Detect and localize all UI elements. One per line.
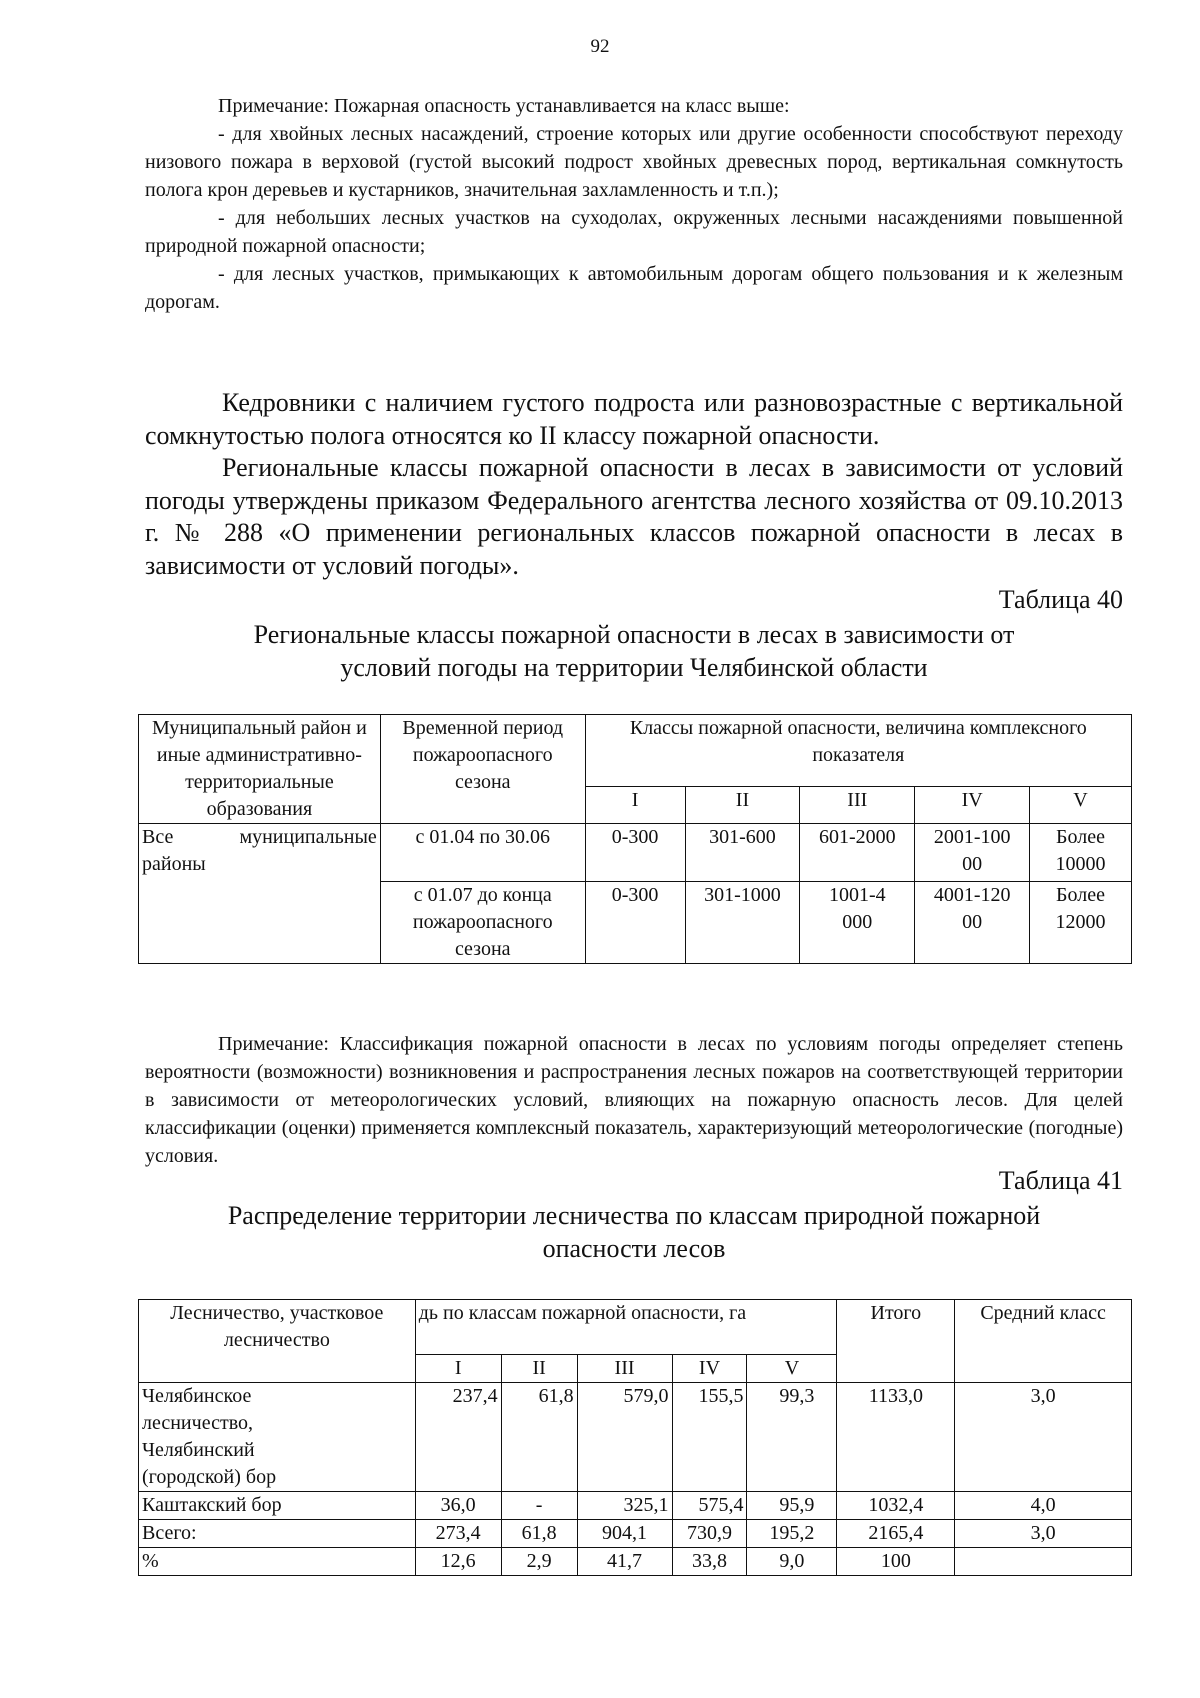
class-header: IV	[915, 787, 1030, 824]
value-cell: 301-1000	[685, 882, 800, 964]
main-text	[145, 387, 1123, 582]
col-header-avg: Средний класс	[955, 1300, 1132, 1383]
value-cell: Более 10000	[1030, 824, 1132, 882]
value-cell: 237,4	[415, 1383, 501, 1492]
table-header-row	[139, 715, 1132, 787]
table-row	[139, 1548, 1132, 1576]
class-header: V	[1030, 787, 1132, 824]
class-header: II	[501, 1355, 577, 1383]
value-cell: 1001-4000	[800, 882, 915, 964]
note-classification	[145, 1030, 1123, 1170]
value-cell: 0-300	[585, 882, 685, 964]
value-cell: 33,8	[672, 1548, 747, 1576]
table-header-row	[139, 1300, 1132, 1355]
note-bullet: - для небольших лесных участков на суходолах, окруженных лесными насаждениями повышенной природной пожарной опасности;	[145, 207, 1123, 257]
total-cell: 1032,4	[837, 1492, 955, 1520]
class-header: III	[800, 787, 915, 824]
value-cell: 904,1	[577, 1520, 672, 1548]
col-header-period: Временной период пожароопасного сезона	[380, 715, 585, 824]
value-cell: 579,0	[577, 1383, 672, 1492]
class-header: I	[585, 787, 685, 824]
value-cell: 36,0	[415, 1492, 501, 1520]
value-cell: 730,9	[672, 1520, 747, 1548]
value-cell: 12,6	[415, 1548, 501, 1576]
paragraph: Региональные классы пожарной опасности в лесах в зависимости от условий погоды утверждены приказом Федерального агентства лесного хозяйства от 09.10.2013 г. № 288 «О применении региональных классов пожарной опасности в лесах в зависимости от условий погоды».	[145, 453, 1123, 580]
value-cell: 4001-12000	[915, 882, 1030, 964]
table-41-title	[145, 1199, 1123, 1265]
period-cell: с 01.07 до конца пожароопасного сезона	[380, 882, 585, 964]
class-header: I	[415, 1355, 501, 1383]
value-cell: 61,8	[501, 1520, 577, 1548]
note-text: Примечание: Классификация пожарной опасности в лесах по условиям погоды определяет степень вероятности (возможности) возникновения и распространения лесных пожаров на соответствующей территории в зависимости от метеорологических условий, влияющих на пожарную опасность лесов. Для целей классификации (оценки) применяется комплексный показатель, характеризующий метеорологические (погодные) условия.	[145, 1033, 1123, 1167]
table-row	[139, 1520, 1132, 1548]
value-cell: 9,0	[747, 1548, 837, 1576]
note-title: Примечание: Пожарная опасность устанавливается на класс выше:	[218, 95, 790, 117]
value-cell: 99,3	[747, 1383, 837, 1492]
table-row	[139, 1383, 1132, 1492]
class-header: V	[747, 1355, 837, 1383]
table-40-title	[145, 618, 1123, 684]
note-fire-danger	[145, 92, 1123, 316]
value-cell: -	[501, 1492, 577, 1520]
col-header-total: Итого	[837, 1300, 955, 1383]
table-40-label: Таблица 40	[998, 585, 1123, 614]
avg-cell: 3,0	[955, 1520, 1132, 1548]
value-cell: 155,5	[672, 1383, 747, 1492]
table-41-label: Таблица 41	[998, 1166, 1123, 1195]
table-40	[138, 714, 1132, 964]
forestry-cell: Челябинское лесничество, Челябинский (городской) бор	[139, 1383, 416, 1492]
total-cell: 1133,0	[837, 1383, 955, 1492]
class-header: III	[577, 1355, 672, 1383]
avg-cell	[955, 1548, 1132, 1576]
value-cell: 2,9	[501, 1548, 577, 1576]
district-cell: Все муниципальные районы	[139, 824, 381, 964]
class-header: II	[685, 787, 800, 824]
forestry-cell: %	[139, 1548, 416, 1576]
value-cell: 95,9	[747, 1492, 837, 1520]
col-header-area-text: дь по классам пожарной опасности, га	[418, 1302, 747, 1324]
value-cell: 41,7	[577, 1548, 672, 1576]
table-title-line: Распределение территории лесничества по классам природной пожарной	[227, 1201, 1041, 1230]
class-header: IV	[672, 1355, 747, 1383]
forestry-cell: Всего:	[139, 1520, 416, 1548]
total-cell: 100	[837, 1548, 955, 1576]
table-title-line: опасности лесов	[542, 1234, 726, 1263]
page-number: 92	[590, 36, 610, 57]
table-title-line: Региональные классы пожарной опасности в лесах в зависимости от	[253, 620, 1015, 649]
value-cell: 301-600	[685, 824, 800, 882]
value-cell: 325,1	[577, 1492, 672, 1520]
note-bullet: - для хвойных лесных насаждений, строение которых или другие особенности способствуют переходу низового пожара в верховой (густой высокий подрост хвойных древесных пород, вертикальная сомкнутость полога крон деревьев и кустарников, значительная захламленность и т.п.);	[145, 123, 1123, 201]
period-cell: с 01.04 по 30.06	[380, 824, 585, 882]
note-bullet: - для лесных участков, примыкающих к автомобильным дорогам общего пользования и к железным дорогам.	[145, 263, 1123, 313]
col-header-district: Муниципальный район и иные административно-территориальные образования	[139, 715, 381, 824]
value-cell: 273,4	[415, 1520, 501, 1548]
avg-cell: 3,0	[955, 1383, 1132, 1492]
col-header-area	[415, 1300, 837, 1355]
total-cell: 2165,4	[837, 1520, 955, 1548]
forestry-cell: Каштакский бор	[139, 1492, 416, 1520]
value-cell: 601-2000	[800, 824, 915, 882]
avg-cell: 4,0	[955, 1492, 1132, 1520]
paragraph: Кедровники с наличием густого подроста или разновозрастные с вертикальной сомкнутостью полога относятся ко II классу пожарной опасности.	[145, 388, 1123, 450]
col-header-forestry: Лесничество, участковое лесничество	[139, 1300, 416, 1383]
value-cell: 195,2	[747, 1520, 837, 1548]
table-title-line: условий погоды на территории Челябинской области	[340, 653, 928, 682]
col-header-classes: Классы пожарной опасности, величина комплексного показателя	[585, 715, 1131, 787]
value-cell: 575,4	[672, 1492, 747, 1520]
value-cell: 61,8	[501, 1383, 577, 1492]
value-cell: 0-300	[585, 824, 685, 882]
value-cell: Более 12000	[1030, 882, 1132, 964]
table-row	[139, 824, 1132, 882]
value-cell: 2001-10000	[915, 824, 1030, 882]
table-row	[139, 1492, 1132, 1520]
table-41	[138, 1299, 1132, 1576]
